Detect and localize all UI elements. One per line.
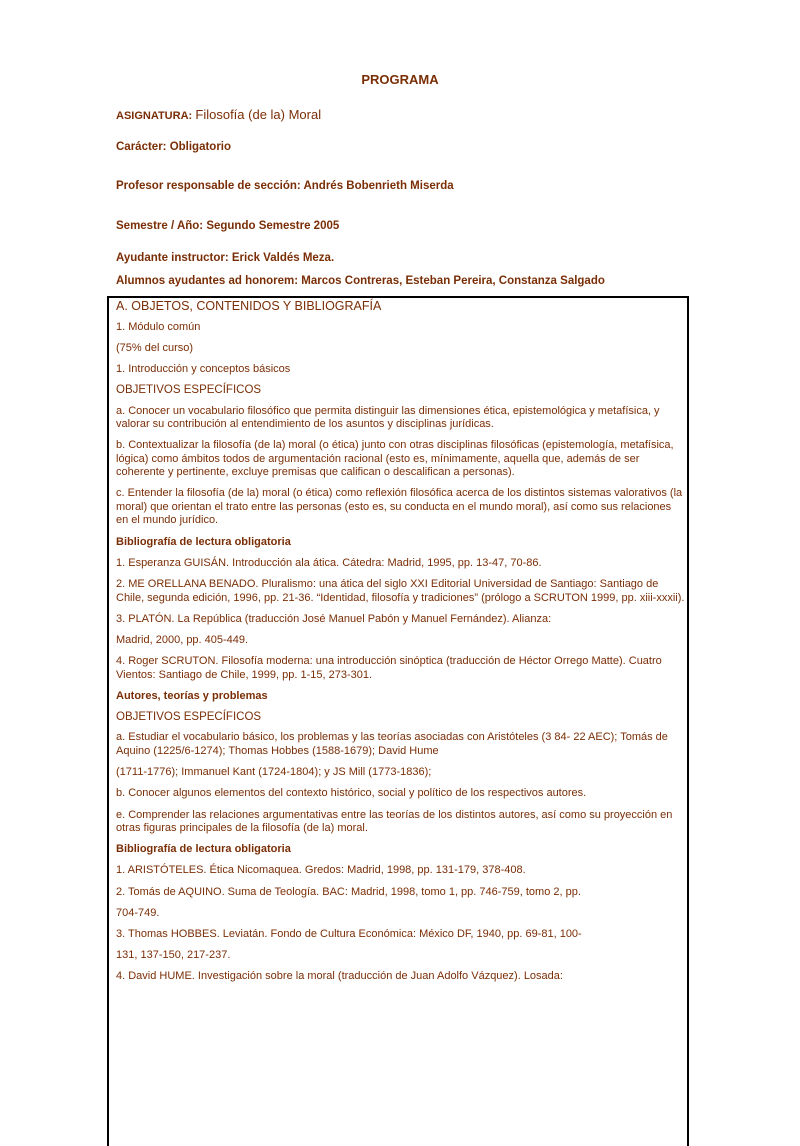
bibliografia-title-1: Bibliografía de lectura obligatoria [116,535,291,548]
bib1-item-4: 4. Roger SCRUTON. Filosofía moderna: una introducción sinóptica (traducción de Héctor Orrego Matte). Cuatro Vientos: Santiago de Chile, 1999, pp. 1-15, 273-301. [116,655,662,681]
unidad1-title: 1. Introducción y conceptos básicos [116,362,291,375]
objetivo-a-2b: (1711-1776); Immanuel Kant (1724-1804); y JS Mill (1773-1836); [116,766,432,779]
bib2-item-1: 1. ARISTÓTELES. Ética Nicomaquea. Gredos: Madrid, 1998, pp. 131-179, 378-408. [116,864,526,877]
bib2-item-3b: 131, 137-150, 217-237. [116,949,231,962]
bibliografia-title-2: Bibliografía de lectura obligatoria [116,843,291,856]
bib1-item-1: 1. Esperanza GUISÁN. Introducción ala ática. Cátedra: Madrid, 1995, pp. 13-47, 70-86. [116,556,542,569]
objetivo-a-1: a. Conocer un vocabulario filosófico que permita distinguir las dimensiones ética, epistemológica y metafísica, y valorar su contribución al entendimiento de los asuntos y disciplinas jurídicas. [116,404,660,431]
modulo: 1. Módulo común [116,320,201,333]
content-body [116,300,686,992]
caracter-line: Carácter: Obligatorio [116,141,232,153]
objetivos-title-1: OBJETIVOS ESPECÍFICOS [116,384,262,397]
objetivo-e-2: e. Comprender las relaciones argumentativas entre las teorías de los distintos autores, así como su proyección en otras figuras principales de la filosofía (de la) moral. [116,808,673,834]
objetivo-a-2a: a. Estudiar el vocabulario básico, los problemas y las teorías asociadas con Aristóteles (3 84- 22 AEC); Tomás de Aquino (1225/6-1274); Thomas Hobbes (1588-1679); David Hume [116,731,668,757]
asignatura-label: ASIGNATURA: [116,110,193,122]
content-box [107,296,689,1146]
section-title: A. OBJETOS, CONTENIDOS Y BIBLIOGRAFÍA [116,299,382,313]
objetivos-title-2: OBJETIVOS ESPECÍFICOS [116,710,262,723]
asignatura-value: Filosofía (de la) Moral [195,107,322,122]
bib2-item-2b: 704-749. [116,906,160,919]
page-title: PROGRAMA [361,72,439,87]
objetivo-c-1: c. Entender la filosofía (de la) moral (o ética) como reflexión filosófica acerca de los distintos sistemas valorativos (la moral) que orientan el trato entre las personas (esto es, su conducta en el mundo moral), así como sus relaciones en el mundo jurídico. [116,487,683,527]
asignatura-line [116,107,321,122]
unidad2-title: Autores, teorías y problemas [116,689,268,702]
bib1-item-2: 2. ME ORELLANA BENADO. Pluralismo: una ática del siglo XXI Editorial Universidad de Santiago: Santiago de Chile, segunda edición, 1996, pp. 21-36. “Identidad, filosofía y tradiciones” (prólogo a SCRUTON 1999, pp. xiii-xxxii). [116,578,685,604]
porcentaje: (75% del curso) [116,341,194,354]
bib1-item-3b: Madrid, 2000, pp. 405-449. [116,633,249,646]
bib2-item-2a: 2. Tomás de AQUINO. Suma de Teología. BAC: Madrid, 1998, tomo 1, pp. 746-759, tomo 2, pp. [116,885,581,898]
objetivo-b-2: b. Conocer algunos elementos del contexto histórico, social y político de los respectivos autores. [116,787,587,800]
ayudante-line: Ayudante instructor: Erick Valdés Meza. [116,252,335,264]
semestre-line: Semestre / Año: Segundo Semestre 2005 [116,220,340,232]
profesor-line: Profesor responsable de sección: Andrés Bobenrieth Miserda [116,180,454,192]
bib2-item-4: 4. David HUME. Investigación sobre la moral (traducción de Juan Adolfo Vázquez). Losada: [116,970,563,983]
bib1-item-3a: 3. PLATÓN. La República (traducción José Manuel Pabón y Manuel Fernández). Alianza: [116,612,552,625]
bib2-item-3a: 3. Thomas HOBBES. Leviatán. Fondo de Cultura Económica: México DF, 1940, pp. 69-81, 100- [116,927,582,940]
alumnos-line: Alumnos ayudantes ad honorem: Marcos Contreras, Esteban Pereira, Constanza Salgado [116,275,605,287]
objetivo-b-1: b. Contextualizar la filosofía (de la) moral (o ética) junto con otras disciplinas filosóficas (epistemología, metafísica, lógica) como ámbitos todos de argumentación racional (esto es, mínimamente, aquella que, además de ser coherente y pertinente, excluye premisas que califican o descalifican a personas). [116,439,674,479]
